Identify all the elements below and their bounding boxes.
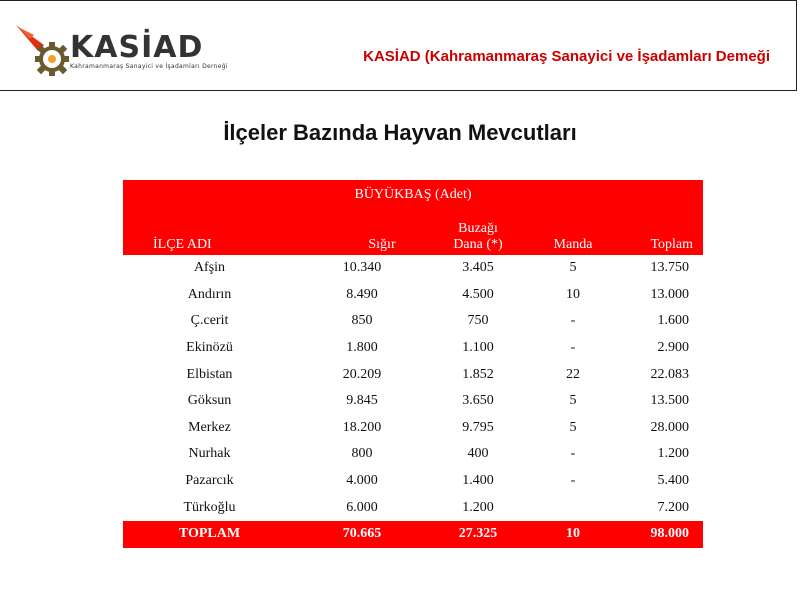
cell-buzagi: 400 <box>467 446 489 462</box>
table-row <box>123 388 703 415</box>
col-header-buzagi-line1: Buzağı <box>458 221 498 237</box>
col-header-sigir: Sığır <box>296 210 428 255</box>
cell-buzagi: 4.500 <box>462 286 494 302</box>
cell-sigir: 800 <box>351 446 373 462</box>
cell-sigir: 9.845 <box>346 393 378 409</box>
cell-sigir: 8.490 <box>346 286 378 302</box>
cell-toplam: 5.400 <box>657 473 690 489</box>
total-row <box>123 521 703 548</box>
super-header: BÜYÜKBAŞ (Adet) <box>123 180 703 210</box>
cell-manda: - <box>570 446 576 462</box>
cell-toplam: 13.750 <box>650 260 690 276</box>
table-row <box>123 255 703 282</box>
cell-sigir: 10.340 <box>342 260 382 276</box>
cell-ilce: Ç.cerit <box>190 313 229 329</box>
col-header-buzagi <box>428 210 528 255</box>
cell-buzagi: 1.100 <box>462 340 494 356</box>
cell-toplam: 13.500 <box>650 393 690 409</box>
slide-header <box>0 0 797 91</box>
cell-ilce: Merkez <box>188 419 231 435</box>
total-label: TOPLAM <box>123 521 296 548</box>
total-sigir: 70.665 <box>296 521 428 548</box>
cell-ilce: Türkoğlu <box>183 499 236 515</box>
page-title: İlçeler Bazında Hayvan Mevcutları <box>223 120 577 145</box>
cell-sigir: 4.000 <box>346 473 378 489</box>
cell-buzagi: 3.405 <box>462 260 494 276</box>
cell-ilce: Ekinözü <box>186 340 233 356</box>
cell-toplam: 1.200 <box>657 446 690 462</box>
cell-buzagi: 750 <box>467 313 489 329</box>
cell-toplam: 1.600 <box>657 313 690 329</box>
cell-buzagi: 9.795 <box>462 419 494 435</box>
gear-funnel-icon <box>14 21 72 77</box>
cell-ilce: Pazarcık <box>185 473 234 489</box>
cell-ilce: Elbistan <box>186 366 233 382</box>
table-row <box>123 335 703 362</box>
cell-sigir: 18.200 <box>342 419 382 435</box>
cell-toplam: 7.200 <box>657 499 690 515</box>
table-row <box>123 308 703 335</box>
cell-manda: - <box>570 313 576 329</box>
kasiad-logo <box>14 21 228 77</box>
cell-toplam: 22.083 <box>650 366 690 382</box>
cell-ilce: Andırın <box>187 286 232 302</box>
cell-manda: 5 <box>569 419 577 435</box>
col-header-buzagi-line2: Dana (*) <box>453 236 503 252</box>
total-manda: 10 <box>528 521 618 548</box>
col-header-manda: Manda <box>528 210 618 255</box>
table-super-header-row <box>123 180 703 210</box>
total-toplam: 98.000 <box>618 521 703 548</box>
cell-toplam: 13.000 <box>650 286 690 302</box>
livestock-table <box>123 180 703 548</box>
cell-manda: - <box>570 340 576 356</box>
cell-manda: 5 <box>569 260 577 276</box>
cell-sigir: 1.800 <box>346 340 378 356</box>
header-title: KASİAD (Kahramanmaraş Sanayici ve İşadamları Demeği <box>363 48 770 65</box>
logo-subtitle: Kahramanmaraş Sanayici ve İşadamları Derneği <box>70 63 228 70</box>
cell-manda <box>528 494 618 521</box>
table-row <box>123 468 703 495</box>
col-header-toplam: Toplam <box>618 210 703 255</box>
total-buzagi: 27.325 <box>428 521 528 548</box>
cell-buzagi: 1.852 <box>462 366 494 382</box>
cell-ilce: Nurhak <box>188 446 231 462</box>
cell-manda: - <box>570 473 576 489</box>
cell-manda: 22 <box>566 366 580 382</box>
cell-ilce: Afşin <box>193 260 226 276</box>
cell-sigir: 6.000 <box>346 499 378 515</box>
logo-wordmark: KASİAD <box>70 30 204 65</box>
cell-buzagi: 3.650 <box>462 393 494 409</box>
cell-toplam: 28.000 <box>650 419 690 435</box>
cell-toplam: 2.900 <box>657 340 690 356</box>
table-row <box>123 282 703 309</box>
table-row <box>123 441 703 468</box>
cell-sigir: 20.209 <box>342 366 382 382</box>
cell-sigir: 850 <box>351 313 373 329</box>
cell-manda: 10 <box>566 286 580 302</box>
table-row <box>123 494 703 521</box>
cell-buzagi: 1.200 <box>462 499 494 515</box>
table-row <box>123 415 703 442</box>
cell-buzagi: 1.400 <box>462 473 494 489</box>
col-header-ilce: İLÇE ADI <box>123 210 296 255</box>
cell-ilce: Göksun <box>187 393 232 409</box>
table-header-row <box>123 210 703 255</box>
cell-manda: 5 <box>569 393 577 409</box>
table-body <box>123 255 703 521</box>
table-row <box>123 361 703 388</box>
